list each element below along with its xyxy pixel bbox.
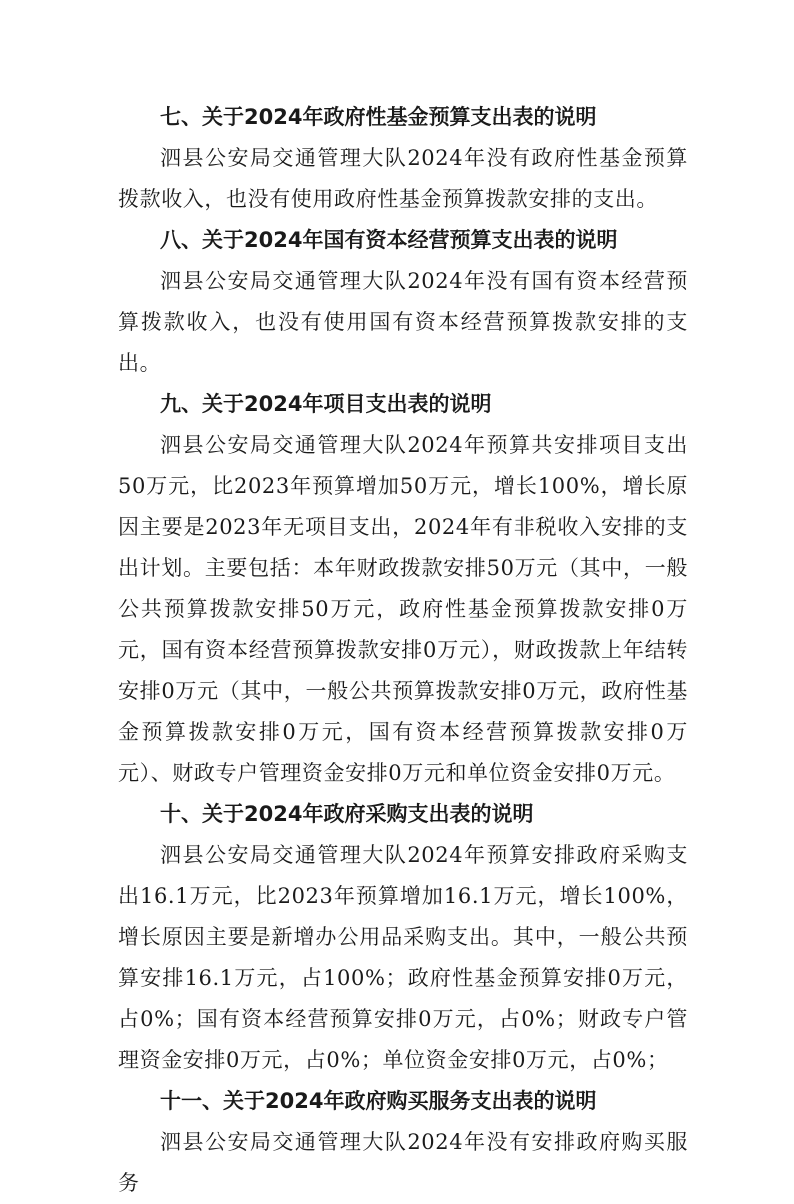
section-body-9: 泗县公安局交通管理大队2024年预算共安排项目支出50万元，比2023年预算增加50万元，增长100%，增长原因主要是2023年无项目支出，2024年有非税收入安排的支出计划。主要包括：本年财政拨款安排50万元（其中，一般公共预算拨款安排50万元，政府性基金预算拨款安排0万元，国有资本经营预算拨款安排0万元），财政拨款上年结转安排0万元（其中，一般公共预算拨款安排0万元，政府性基金预算拨款安排0万元，国有资本经营预算拨款安排0万元）、财政专户管理资金安排0万元和单位资金安排0万元。 (118, 433, 688, 785)
section-body-11: 泗县公安局交通管理大队2024年没有安排政府购买服务 (118, 1130, 688, 1195)
document-content (118, 97, 688, 1204)
section-body-10: 泗县公安局交通管理大队2024年预算安排政府采购支出16.1万元，比2023年预算增加16.1万元，增长100%，增长原因主要是新增办公用品采购支出。其中，一般公共预算安排16.1万元，占100%；政府性基金预算安排0万元，占0%；国有资本经营预算安排0万元，占0%；财政专户管理资金安排0万元，占0%；单位资金安排0万元，占0%； (118, 843, 688, 1072)
section-body-8: 泗县公安局交通管理大队2024年没有国有资本经营预算拨款收入，也没有使用国有资本经营预算拨款安排的支出。 (118, 269, 688, 375)
section-heading-11: 十一、关于2024年政府购买服务支出表的说明 (160, 1089, 597, 1113)
section-heading-9: 九、关于2024年项目支出表的说明 (160, 392, 492, 416)
section-heading-10: 十、关于2024年政府采购支出表的说明 (160, 802, 534, 826)
section-heading-7: 七、关于2024年政府性基金预算支出表的说明 (160, 105, 597, 129)
section-body-7: 泗县公安局交通管理大队2024年没有政府性基金预算拨款收入，也没有使用政府性基金预算拨款安排的支出。 (118, 146, 688, 211)
section-heading-8: 八、关于2024年国有资本经营预算支出表的说明 (160, 228, 618, 252)
